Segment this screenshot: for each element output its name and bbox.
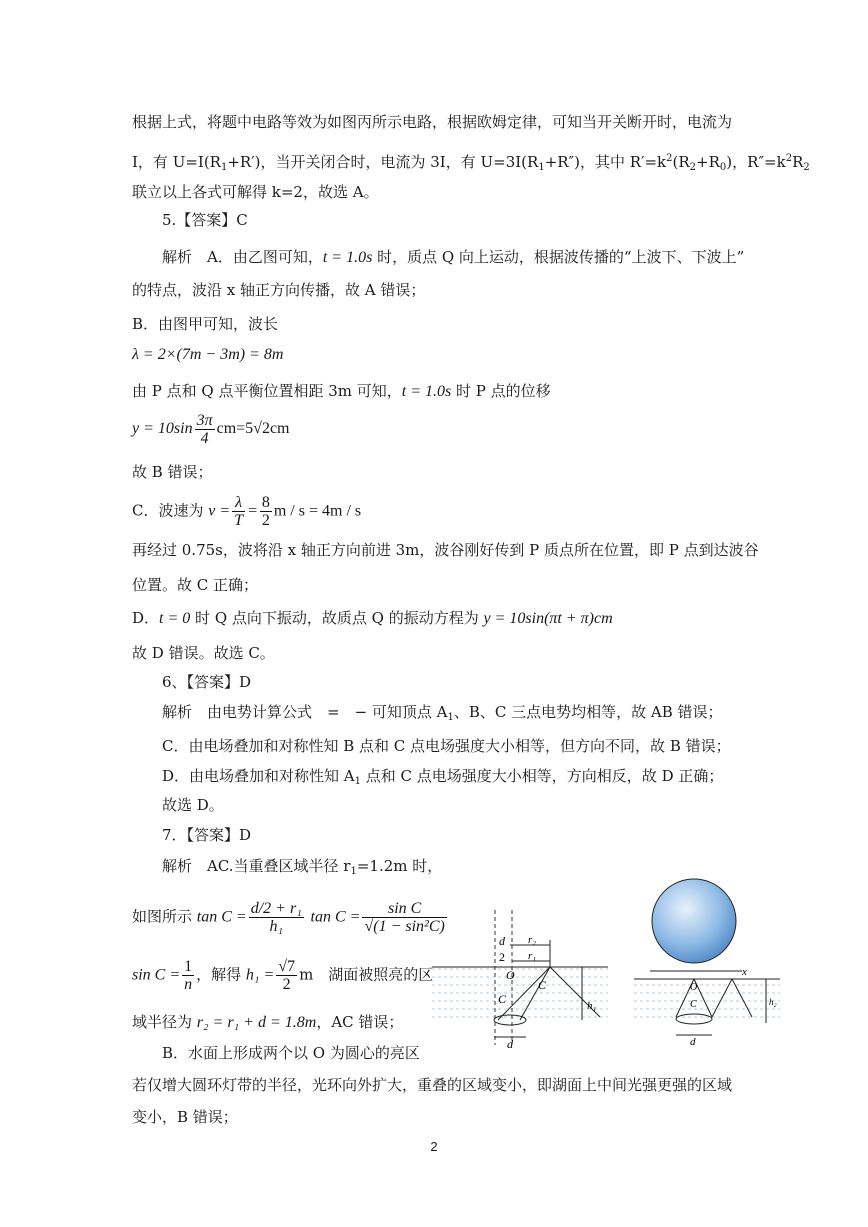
fig2-label: d bbox=[690, 1036, 696, 1047]
fig1-label: d bbox=[499, 934, 505, 948]
geometry-figure-left bbox=[430, 905, 610, 1050]
equation-line: sin C = $\frac{1}{n}$ ，解得 h₁ = $\frac{√7}{2}$ m 湖面被照亮的区 bbox=[132, 958, 434, 993]
text-line: 变小，B 错误； bbox=[132, 1108, 238, 1126]
text-line: 若仅增大圆环灯带的半径，光环向外扩大，重叠的区域变小，即湖面上中间光强更强的区域 bbox=[132, 1076, 733, 1094]
text-line: 联立以上各式可解得 k=2，故选 A。 bbox=[132, 183, 379, 201]
fig2-label: x bbox=[742, 966, 747, 978]
text-line: D．由电场叠加和对称性知 $A_1$ 点和 C 点电场强度大小相等，方向相反，故 D 正确； bbox=[162, 767, 724, 787]
text-line: 的特点，波沿 x 轴正方向传播，故 A 错误； bbox=[132, 281, 426, 299]
fig2-label: O bbox=[690, 982, 698, 993]
text-line: 故 B 错误； bbox=[132, 463, 213, 481]
text-line: 再经过 0.75s，波将沿 x 轴正方向前进 3m，波谷刚好传到 P 质点所在位置，即 P 点到达波谷 bbox=[132, 541, 759, 559]
equation-line: 如图所示 tan C = $\frac{\text{d/2 + r₁}}{\text{h₁}}$ tan C = $\frac{\text{sin C}}{\text{√(1 − sin²C)}}$ bbox=[132, 900, 445, 935]
text-line: 解析 AC.当重叠区域半径 $r_1=1.2m$ 时， bbox=[162, 857, 443, 877]
text-line: 解析 A．由乙图可知，t = 1.0s 时，质点 Q 向上运动，根据波传播的“上波下、下波上” bbox=[162, 248, 745, 266]
fig1-label: C bbox=[538, 978, 547, 992]
text-line: 由 P 点和 Q 点平衡位置相距 3m 可知，t = 1.0s 时 P 点的位移 bbox=[132, 382, 551, 400]
text-line: 位置。故 C 正确； bbox=[132, 576, 259, 594]
fig2-label: h₂ bbox=[769, 997, 777, 1007]
answer-heading: 5.【答案】C bbox=[162, 211, 248, 229]
fig1-label: d bbox=[507, 1037, 513, 1050]
equation: y = 10sin $\frac{3\pi}{4}$ cm=5√2cm bbox=[132, 412, 290, 447]
text-line: 故 D 错误。故选 C。 bbox=[132, 644, 275, 662]
water-surface bbox=[634, 985, 780, 1017]
text-line: C．由电场叠加和对称性知 B 点和 C 点电场强度大小相等，但方向不同，故 B 错误； bbox=[162, 737, 731, 755]
answer-heading: 7．【答案】D bbox=[162, 826, 252, 844]
equation: λ = 2×(7m − 3m) = 8m bbox=[132, 346, 284, 363]
fig1-label: h₁ bbox=[587, 1000, 597, 1012]
text-line: 根据上式，将题中电路等效为如图丙所示电路，根据欧姆定律，可知当开关断开时，电流为 bbox=[132, 113, 733, 131]
text-line: B．水面上形成两个以 O 为圆心的亮区 bbox=[162, 1044, 420, 1062]
lamp-ring bbox=[494, 1015, 526, 1025]
page-number: 2 bbox=[430, 1139, 438, 1154]
text-line: 故选 D。 bbox=[162, 796, 224, 814]
fig1-label: 2 bbox=[499, 950, 505, 964]
text-line: B．由图甲可知，波长 bbox=[132, 315, 279, 333]
answer-heading: 6、【答案】D bbox=[162, 673, 252, 691]
sphere bbox=[652, 879, 736, 963]
geometry-figure-right bbox=[632, 875, 782, 1047]
fig2-label: C bbox=[690, 999, 697, 1010]
fig1-label: r₁ bbox=[528, 950, 537, 962]
fig1-label: O bbox=[506, 968, 515, 982]
fig1-label: C bbox=[498, 992, 507, 1006]
equation-line: 域半径为 r₂ = r₁ + d = 1.8m，AC 错误； bbox=[132, 1013, 404, 1031]
text-line: D．t = 0 时 Q 点向下振动，故质点 Q 的振动方程为 y = 10sin(πt + π)cm bbox=[132, 609, 613, 627]
text-line: 解析 由电势计算公式 = − 可知顶点 $A_1$、B、C 三点电势均相等，故 AB 错误； bbox=[162, 703, 723, 723]
lamp-ring bbox=[676, 1014, 712, 1024]
equation-line: C．波速为 v = $\frac{\lambda}{T}$ = $\frac{8}{2}$ m / s = 4m / s bbox=[132, 494, 362, 529]
fig1-label: r₂ bbox=[528, 934, 537, 946]
text-line: I，有 $U=I(R_1+R')$，当开关闭合时，电流为 3I，有 $U=3I(R_1+R'')$，其中 $R'=k^2(R_2+R_0)$，$R''=k^2R_2$ bbox=[132, 153, 810, 173]
